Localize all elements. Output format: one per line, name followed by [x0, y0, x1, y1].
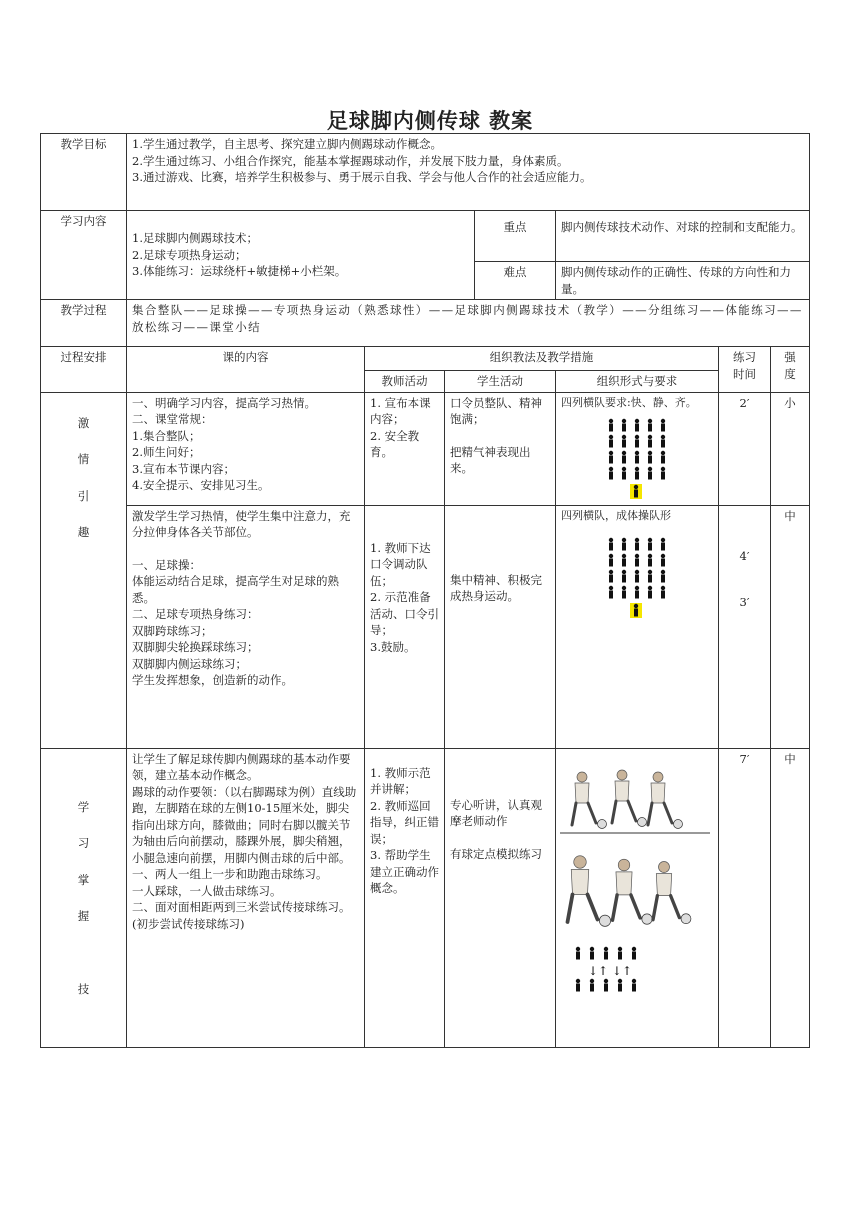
intensity-cell: 中 — [771, 748, 810, 1047]
key-point-text: 脚内侧传球技术动作、对球的控制和支配能力。 — [556, 211, 810, 262]
student-figure-icon — [609, 467, 613, 480]
stage-char: 技 — [77, 981, 90, 996]
student-figure-icon — [609, 451, 613, 464]
student-figure-icon — [635, 538, 639, 551]
student-figure-icon — [590, 978, 594, 991]
student-figure-icon — [622, 586, 626, 599]
student-figure-icon — [609, 419, 613, 432]
student-figure-icon — [635, 419, 639, 432]
student-figure-icon — [609, 538, 665, 618]
student-figure-icon — [661, 467, 665, 480]
process-row — [41, 300, 810, 347]
header-stage: 过程安排 — [41, 347, 127, 393]
student-figure-icon — [622, 419, 626, 432]
difficulty-label: 难点 — [475, 262, 556, 300]
student-line: 口令员整队、精神饱满； — [450, 395, 542, 426]
student-figure-icon — [622, 570, 626, 583]
student-figure-icon — [576, 978, 580, 991]
student-line: 把精气神表现出来。 — [450, 444, 531, 475]
lesson-line: 3.宣布本节课内容； — [132, 461, 235, 476]
student-figure-icon — [609, 538, 613, 551]
student-figure-icon — [604, 946, 608, 959]
student-figure-icon — [632, 946, 636, 959]
teacher-line: 2. 教师巡回指导，纠正错误； — [370, 798, 439, 846]
key-point-label: 重点 — [475, 211, 556, 262]
soccer-player-icon — [653, 861, 691, 923]
teacher-figure-icon — [634, 485, 638, 498]
lesson-line: 双脚脚尖轮换踩球练习； — [132, 640, 259, 654]
student-line: 集中精神、积极完成热身运动。 — [450, 572, 542, 603]
header-intensity: 强度 — [771, 347, 810, 393]
teacher-line: 3. 帮助学生建立正确动作概念。 — [370, 848, 439, 895]
student-figure-icon — [622, 451, 626, 464]
stage-char: 握 — [77, 909, 90, 923]
student-figure-icon — [590, 946, 594, 959]
header-org: 组织教法及教学措施 — [365, 347, 719, 371]
difficulty-text: 脚内侧传球动作的正确性、传球的方向性和力量。 — [556, 262, 810, 300]
time-cell: 7′ — [719, 748, 771, 1047]
student-figure-icon — [648, 467, 652, 480]
student-figure-icon — [635, 435, 639, 448]
section2-row1 — [41, 748, 810, 1047]
section1-row2 — [41, 505, 810, 748]
teacher-figure-icon — [634, 604, 638, 617]
student-figure-icon — [635, 467, 639, 480]
teacher-line: 1. 教师下达口令调动队伍； — [370, 540, 431, 588]
header-row — [41, 347, 810, 371]
form-text: 四列横队，成体操队形 — [561, 508, 671, 522]
content-item: 2.足球专项热身运动； — [132, 247, 247, 262]
header-form: 组织形式与要求 — [556, 371, 719, 393]
content-row — [41, 211, 810, 262]
teacher-cell — [365, 748, 445, 1047]
header-student: 学生活动 — [445, 371, 556, 393]
lesson-line: 二、足球专项热身练习： — [132, 607, 259, 621]
student-figure-icon — [648, 570, 652, 583]
student-figure-icon — [609, 419, 665, 499]
teacher-cell — [365, 505, 445, 748]
intensity-cell: 小 — [771, 392, 810, 505]
lesson-line: 1.集合整队； — [132, 428, 201, 443]
soccer-player-icon — [612, 770, 647, 827]
student-figure-icon — [622, 435, 626, 448]
student-figure-icon — [648, 451, 652, 464]
soccer-player-icon — [568, 855, 611, 926]
lesson-line: 一人踩球，一人做击球练习。 — [132, 883, 282, 898]
soccer-player-icon — [613, 859, 653, 924]
student-figure-icon — [661, 570, 665, 583]
student-figure-icon — [609, 554, 613, 567]
student-figure-icon — [635, 554, 639, 567]
content-label: 学习内容 — [41, 211, 127, 300]
student-figure-icon — [632, 978, 636, 991]
stage-char: 引 — [77, 488, 90, 503]
student-figure-icon — [618, 978, 622, 991]
teacher-line: 3.鼓励。 — [370, 639, 416, 654]
soccer-player-icon — [572, 772, 607, 829]
form-text: 四列横队要求:快、静、齐。 — [561, 395, 697, 409]
student-figure-icon — [609, 435, 613, 448]
student-figure-icon — [661, 586, 665, 599]
goal-item: 3.通过游戏、比赛，培养学生积极参与、勇于展示自我、学会与他人合作的社会适应能力。 — [132, 170, 592, 184]
student-figure-icon — [648, 586, 652, 599]
goals-row — [41, 134, 810, 211]
lesson-line: 学生发挥想象，创造新的动作。 — [132, 673, 293, 687]
student-figure-icon — [576, 946, 580, 959]
lesson-line: 一、足球操： — [132, 557, 201, 572]
student-figure-icon — [661, 554, 665, 567]
process-label: 教学过程 — [41, 300, 127, 347]
content-item: 1.足球脚内侧踢球技术； — [132, 231, 258, 246]
student-figure-icon — [609, 570, 613, 583]
student-figure-icon — [648, 435, 652, 448]
time-value: 3′ — [739, 595, 750, 609]
goals-text — [127, 134, 810, 211]
header-lesson: 课的内容 — [127, 347, 365, 393]
stage-char: 情 — [77, 452, 90, 466]
student-figure-icon — [635, 451, 639, 464]
stage-char: 趣 — [77, 525, 90, 539]
lesson-cell — [127, 392, 365, 505]
student-figure-icon — [648, 554, 652, 567]
intensity-cell: 中 — [771, 505, 810, 748]
time-value: 4′ — [739, 548, 750, 563]
student-figure-icon — [661, 419, 665, 432]
lesson-line: 激发学生学习热情，使学生集中注意力，充分拉伸身体各关节部位。 — [132, 508, 351, 539]
header-time: 练习时间 — [719, 347, 771, 393]
soccer-player-icon — [648, 772, 683, 829]
lesson-line: 一、两人一组上一步和助跑击球练习。 — [132, 867, 328, 881]
lesson-cell — [127, 505, 365, 748]
time-cell: 2′ — [719, 392, 771, 505]
student-figure-icon — [604, 978, 608, 991]
form-cell — [556, 505, 719, 748]
teacher-line: 1. 教师示范并讲解； — [370, 765, 431, 796]
student-figure-icon — [622, 538, 626, 551]
teacher-line: 2. 安全教育。 — [370, 428, 420, 459]
form-cell — [556, 392, 719, 505]
page-title: 足球脚内侧传球 教案 — [326, 108, 534, 133]
lesson-line: 体能运动结合足球，提高学生对足球的熟悉。 — [132, 574, 339, 605]
header-teacher: 教师活动 — [365, 371, 445, 393]
student-figure-icon — [661, 435, 665, 448]
student-figure-icon — [609, 586, 613, 599]
lesson-cell — [127, 748, 365, 1047]
stage-char: 激 — [77, 415, 90, 430]
section1-row1 — [41, 392, 810, 505]
stage-learn — [41, 748, 127, 1047]
student-figure-icon — [648, 419, 652, 432]
stage-char: 习 — [77, 836, 90, 850]
student-figure-icon — [648, 538, 652, 551]
time-cell — [719, 505, 771, 748]
student-figure-icon — [635, 586, 639, 599]
teacher-line: 2. 示范准备活动、口令引导； — [370, 590, 439, 637]
stage-stimulate — [41, 392, 127, 748]
form-cell — [556, 748, 719, 1047]
student-line: 有球定点模拟练习 — [450, 846, 542, 861]
lesson-line: 二、课堂常规： — [132, 412, 213, 426]
goal-item: 1.学生通过教学，自主思考、探究建立脚内侧踢球动作概念。 — [132, 137, 442, 151]
process-text: 集合整队——足球操——专项热身运动（熟悉球性）——足球脚内侧踢球技术（教学）——分组练习——体能练习—— 放松练习——课堂小结 — [127, 300, 810, 347]
student-line: 专心听讲，认真观摩老师动作 — [450, 797, 542, 828]
lesson-line: 4.安全提示、安排见习生。 — [132, 478, 270, 492]
soccer-player-illustration — [560, 767, 710, 1007]
student-cell — [445, 505, 556, 748]
goal-item: 2.学生通过练习、小组合作探究，能基本掌握踢球动作，并发展下肢力量，身体素质。 — [132, 153, 569, 168]
lesson-line: 让学生了解足球传脚内侧踢球的基本动作要领，建立基本动作概念。 — [132, 751, 351, 782]
lesson-line: 踢球的动作要领：（以右脚踢球为例）直线助跑，左脚踏在球的左侧10-15厘米处，脚尖指向出球方向，膝微曲；同时右脚以髋关节为轴由后向前摆动，膝踝外展，脚尖稍翘，小腿急速向前摆，用脚内侧击球的后中部。 — [132, 784, 357, 865]
stage-char: 掌 — [77, 872, 90, 887]
student-figure-icon — [635, 570, 639, 583]
teacher-line: 1. 宣布本课内容； — [370, 395, 431, 426]
stage-char: 学 — [77, 799, 90, 814]
student-figure-icon — [661, 538, 665, 551]
lesson-line: 一、明确学习内容，提高学习热情。 — [132, 395, 316, 410]
formation-diagram — [601, 534, 673, 618]
student-cell — [445, 392, 556, 505]
lesson-line: 二、面对面相距两到三米尝试传接球练习。(初步尝试传接球练习) — [132, 900, 351, 931]
lesson-line: 双脚跨球练习； — [132, 623, 213, 638]
lesson-line: 2.师生问好； — [132, 445, 201, 459]
pass-arrow-icon: ↓↑ ↓↑ — [588, 963, 633, 978]
student-figure-icon — [618, 946, 622, 959]
formation-diagram — [601, 415, 673, 499]
lesson-plan-table — [40, 133, 810, 1048]
content-text — [127, 211, 475, 300]
teacher-cell — [365, 392, 445, 505]
student-figure-icon — [622, 554, 626, 567]
content-item: 3.体能练习：运球绕杆+敏捷梯+小栏架。 — [132, 264, 347, 279]
student-cell — [445, 748, 556, 1047]
student-figure-icon — [661, 451, 665, 464]
student-figure-icon — [622, 467, 626, 480]
lesson-line: 双脚脚内侧运球练习； — [132, 656, 247, 671]
goals-label: 教学目标 — [41, 134, 127, 211]
